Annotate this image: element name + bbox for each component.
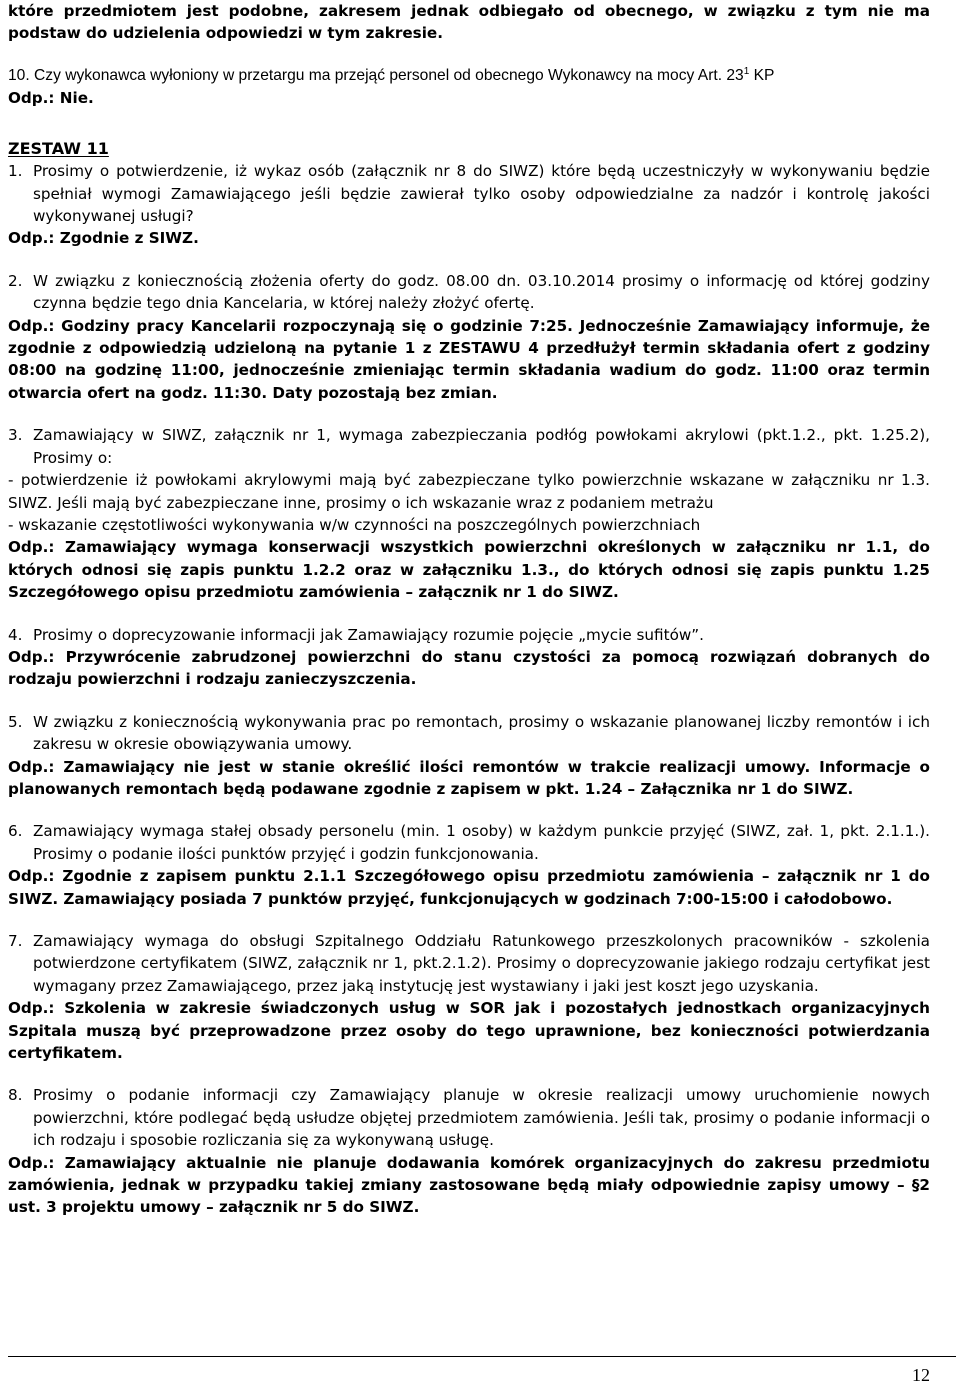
answer-paragraph [8,315,930,405]
question-10-tail: KP [749,67,775,84]
answer-paragraph [8,1152,930,1219]
question-number: 8. [8,1086,23,1105]
question-text: Zamawiający w SIWZ, załącznik nr 1, wymaga zabezpieczania podłóg powłokami akrylowi (pkt.1.2., pkt. 1.25.2), Prosimy o: [33,426,930,467]
question-number: 5. [8,712,23,731]
answer-label: Odp.: [8,1153,55,1172]
question-number: 3. [8,426,23,445]
question-block [8,424,930,603]
question-text: Prosimy o podanie informacji czy Zamawiający planuje w okresie realizacji umowy uruchomienie nowych powierzchni, które podlegać będą usłudze objętej przedmiotem zamówienia. Jeśli tak, prosimy o podanie informacji o ich rodzaju i sposobie rozliczania się za wykonywaną usługę. [33,1086,930,1150]
answer-label: Odp.: [8,757,55,776]
answer-text: Zgodnie z SIWZ. [54,229,199,248]
footer-divider [8,1356,956,1357]
answer-text: Zamawiający nie jest w stanie określić ilości remontów w trakcie realizacji umowy. Informacje o planowanych remontach będą podawane zgodnie z zapisem w pkt. 1.24 – Załącznika nr 1 do SIWZ. [8,757,930,798]
question-number: 1. [8,162,23,181]
answer-paragraph [8,865,930,910]
question-block [8,160,930,250]
question-item [8,930,930,997]
document-page [8,0,930,1219]
answer-paragraph [8,227,930,249]
answer-label: Odp.: [8,867,55,886]
question-number: 6. [8,822,23,841]
question-10 [8,61,930,88]
question-text: W związku z koniecznością wykonywania prac po remontach, prosimy o wskazanie planowanej liczby remontów i ich zakresu w okresie obowiązywania umowy. [33,712,930,754]
question-10-sup: 1 [743,65,750,77]
question-list [8,160,930,1219]
answer-label: Odp.: [8,229,55,248]
question-10-text: 10. Czy wykonawca wyłoniony w przetargu ma przejąć personel od obecnego Wykonawcy na mocy Art. 23 [8,67,744,84]
answer-text: Godziny pracy Kancelarii rozpoczynają się o godzinie 7:25. Jednocześnie Zamawiający informuje, że zgodnie z odpowiedzią udzieloną na pytanie 1 z ZESTAWU 4 przedłużył termin składania ofert z godziny 08:00 na godzinę 11:00, jednocześnie zmieniając termin składania wadium do godz. 11:00 oraz termin otwarcia ofert na godz. 11:30. Daty pozostają bez zmian. [8,316,930,402]
question-item [8,820,930,865]
section-title: ZESTAW 11 [8,138,109,158]
answer-text: Przywrócenie zabrudzonej powierzchni do stanu czystości za pomocą rozwiązań dobranych do rodzaju powierzchni i rodzaju zanieczyszczenia. [8,647,930,689]
answer-paragraph [8,997,930,1064]
question-item [8,160,930,227]
answer-label: Odp.: [8,89,55,108]
answer-label: Odp.: [8,316,55,335]
question-block [8,711,930,801]
question-item [8,711,930,756]
answer-text: Zgodnie z zapisem punktu 2.1.1 Szczegółowego opisu przedmiotu zamówienia – załącznik nr 1 do SIWZ. Zamawiający posiada 7 punktów przyjęć, funkcjonujących w godzinach 7:00-15:00 i całodobowo. [8,867,930,908]
question-bullet: - wskazanie częstotliwości wykonywania w/w czynności na poszczególnych powierzchniach [8,515,701,534]
answer-10 [8,87,930,109]
question-block [8,930,930,1064]
question-text: Prosimy o doprecyzowanie informacji jak Zamawiający rozumie pojęcie „mycie sufitów”. [33,625,704,644]
question-number: 2. [8,271,23,290]
question-text: Zamawiający wymaga do obsługi Szpitalnego Oddziału Ratunkowego przeszkolonych pracowników - szkolenia potwierdzone certyfikatem (SIWZ, załącznik nr 1, pkt.2.1.2). Prosimy o doprecyzowanie jakiego rodzaju certyfikat jest wymagany przez Zamawiającego, przez jaką instytucję jest wystawiany i jaki jest koszt jego uzyskania. [33,932,930,995]
question-text: W związku z koniecznością złożenia oferty do godz. 08.00 dn. 03.10.2014 prosimy o informację od której godziny czynna będzie tego dnia Kancelaria, w której należy złożyć ofertę. [33,271,930,313]
question-number: 7. [8,932,23,950]
question-block [8,270,930,404]
question-item [8,270,930,315]
answer-text: Zamawiający aktualnie nie planuje dodawania komórek organizacyjnych do zakresu przedmiotu zamówienia, jednak w przypadku takiej zmiany zastosowane będą miały odpowiednie zapisy umowy – §2 ust. 3 projektu umowy – załącznik nr 5 do SIWZ. [8,1153,930,1217]
answer-label: Odp.: [8,999,55,1018]
question-text: Zamawiający wymaga stałej obsady personelu (min. 1 osoby) w każdym punkcie przyjęć (SIWZ, zał. 1, pkt. 2.1.1.). Prosimy o podanie ilości punktów przyjęć i godzin funkcjonowania. [33,822,930,863]
page-number: 12 [912,1365,930,1385]
question-bullet: - potwierdzenie iż powłokami akrylowymi mają być zabezpieczane tylko powierzchnie wskazane w załączniku nr 1.3. SIWZ. Jeśli mają być zabezpieczane inne, prosimy o ich wskazanie wraz z podaniem metrażu [8,471,930,512]
question-block [8,624,930,691]
continuation-text [8,0,930,45]
question-text: Prosimy o potwierdzenie, iż wykaz osób (załącznik nr 8 do SIWZ) które będą uczestniczyły w wykonywaniu będzie spełniał wymogi Zamawiającego jeśli będzie zawierał tylko osoby odpowiedzialne za nadzór i kontrolę jakości wykonywanej usługi? [33,162,930,226]
question-block [8,820,930,910]
answer-paragraph [8,756,930,801]
question-item [8,1084,930,1151]
question-block [8,1084,930,1218]
question-item [8,424,930,469]
question-item [8,624,930,646]
answer-text: Nie. [54,89,94,108]
answer-label: Odp.: [8,538,55,557]
question-number: 4. [8,625,23,644]
answer-paragraph [8,646,930,691]
answer-text: Szkolenia w zakresie świadczonych usług w SOR jak i pozostałych jednostkach organizacyjnych Szpitala muszą być przeprowadzone przez osoby do tego uprawnione, bez konieczności potwierdzania certyfikatem. [8,999,930,1063]
continuation-bold: które przedmiotem jest podobne, zakresem jednak odbiegało od obecnego, w związku z tym nie ma podstaw do udzielenia odpowiedzi w tym zakresie. [8,2,930,43]
answer-text: Zamawiający wymaga konserwacji wszystkich powierzchni określonych w załączniku nr 1.1, do których odnosi się zapis punktu 1.2.2 oraz w załączniku 1.3., do których odnosi się zapis punktu 1.25 Szczegółowego opisu przedmiotu zamówienia – załącznik nr 1 do SIWZ. [8,538,930,602]
answer-paragraph [8,536,930,603]
answer-label: Odp.: [8,647,55,666]
